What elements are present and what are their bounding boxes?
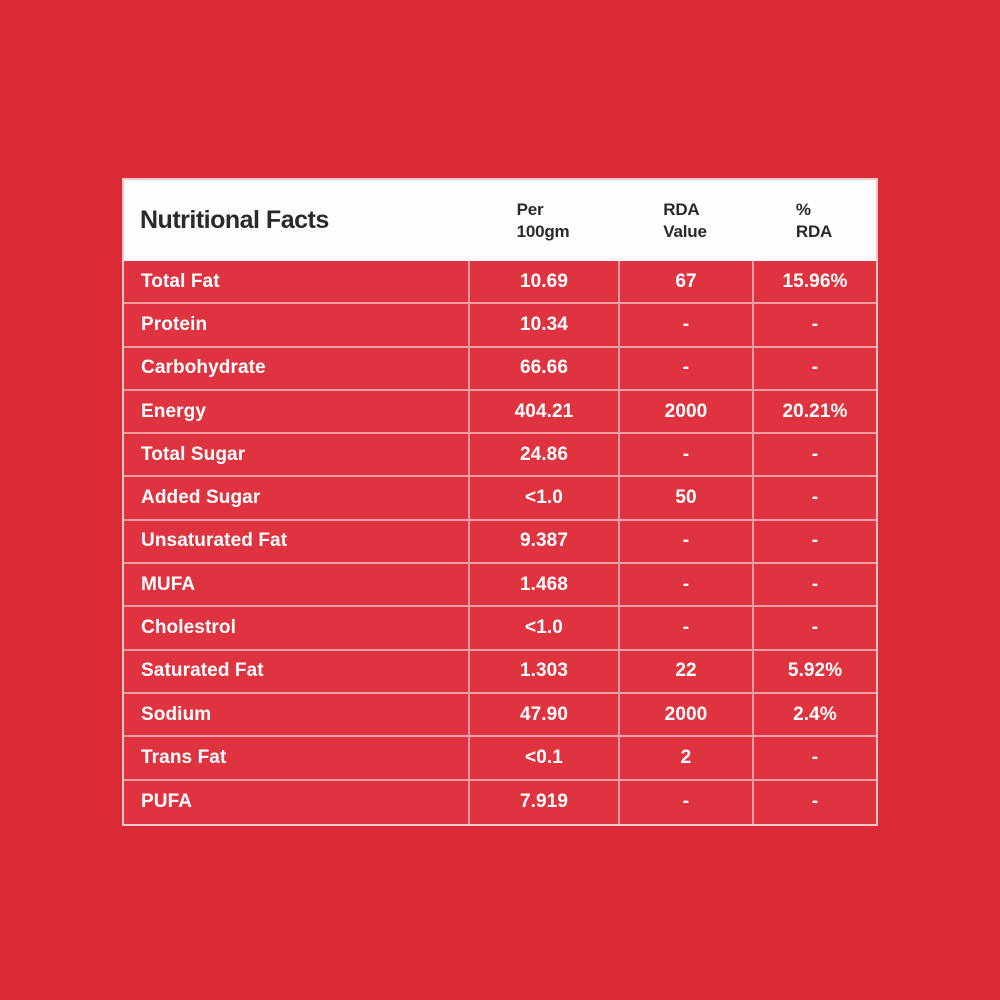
row-pct-rda: 20.21% bbox=[752, 391, 876, 432]
row-per-100gm: 404.21 bbox=[468, 391, 618, 432]
row-per-100gm: 24.86 bbox=[468, 434, 618, 475]
row-rda-value: 2000 bbox=[618, 694, 752, 735]
row-rda-value: 50 bbox=[618, 477, 752, 518]
nutritional-facts-table bbox=[122, 178, 878, 826]
row-pct-rda: - bbox=[752, 348, 876, 389]
table-row bbox=[124, 651, 876, 694]
row-rda-value: - bbox=[618, 521, 752, 562]
column-header-label: Per 100gm bbox=[516, 199, 570, 241]
row-label: Protein bbox=[141, 313, 208, 335]
row-per-100gm: 1.303 bbox=[468, 651, 618, 692]
table-row bbox=[124, 607, 876, 650]
row-pct-rda: 15.96% bbox=[752, 261, 876, 302]
table-title: Nutritional Facts bbox=[140, 206, 329, 234]
table-row bbox=[124, 694, 876, 737]
row-per-100gm: 7.919 bbox=[468, 781, 618, 824]
table-row bbox=[124, 348, 876, 391]
row-label: Added Sugar bbox=[141, 487, 261, 509]
column-header-label: % RDA bbox=[795, 199, 833, 241]
row-per-100gm: 47.90 bbox=[468, 694, 618, 735]
table-row bbox=[124, 304, 876, 347]
row-pct-rda: 5.92% bbox=[752, 651, 876, 692]
column-header-rda-value bbox=[618, 199, 752, 243]
row-pct-rda: - bbox=[752, 304, 876, 345]
row-pct-rda: - bbox=[752, 477, 876, 518]
row-label: Total Fat bbox=[141, 270, 220, 292]
row-label: Unsaturated Fat bbox=[141, 530, 288, 552]
row-pct-rda: - bbox=[752, 521, 876, 562]
row-label: Carbohydrate bbox=[141, 357, 266, 379]
row-rda-value: 2000 bbox=[618, 391, 752, 432]
row-pct-rda: - bbox=[752, 434, 876, 475]
row-rda-value: - bbox=[618, 304, 752, 345]
column-header-pct-rda bbox=[752, 199, 876, 243]
row-rda-value: 67 bbox=[618, 261, 752, 302]
row-rda-value: - bbox=[618, 607, 752, 648]
table-row bbox=[124, 477, 876, 520]
row-per-100gm: 10.69 bbox=[468, 261, 618, 302]
row-pct-rda: - bbox=[752, 781, 876, 824]
row-rda-value: - bbox=[618, 348, 752, 389]
row-label: Cholestrol bbox=[141, 617, 236, 639]
table-row bbox=[124, 434, 876, 477]
table-row bbox=[124, 521, 876, 564]
table-header-row bbox=[124, 180, 876, 261]
row-per-100gm: 9.387 bbox=[468, 521, 618, 562]
row-pct-rda: - bbox=[752, 564, 876, 605]
table-body bbox=[124, 261, 876, 824]
column-header-per-100gm bbox=[468, 199, 618, 243]
row-label: Trans Fat bbox=[141, 746, 227, 768]
table-row bbox=[124, 564, 876, 607]
table-row bbox=[124, 781, 876, 824]
row-label: MUFA bbox=[141, 573, 196, 595]
row-rda-value: 22 bbox=[618, 651, 752, 692]
table-row bbox=[124, 261, 876, 304]
row-rda-value: - bbox=[618, 564, 752, 605]
row-per-100gm: 1.468 bbox=[468, 564, 618, 605]
row-label: Total Sugar bbox=[141, 443, 246, 465]
row-per-100gm: <0.1 bbox=[468, 737, 618, 778]
row-rda-value: - bbox=[618, 781, 752, 824]
row-per-100gm: <1.0 bbox=[468, 607, 618, 648]
row-pct-rda: - bbox=[752, 737, 876, 778]
row-pct-rda: - bbox=[752, 607, 876, 648]
row-label: PUFA bbox=[141, 791, 193, 813]
table-row bbox=[124, 737, 876, 780]
row-label: Sodium bbox=[141, 703, 212, 725]
row-label: Energy bbox=[141, 400, 207, 422]
row-pct-rda: 2.4% bbox=[752, 694, 876, 735]
row-label: Saturated Fat bbox=[141, 660, 264, 682]
row-per-100gm: <1.0 bbox=[468, 477, 618, 518]
row-rda-value: - bbox=[618, 434, 752, 475]
row-per-100gm: 10.34 bbox=[468, 304, 618, 345]
row-rda-value: 2 bbox=[618, 737, 752, 778]
table-row bbox=[124, 391, 876, 434]
column-header-label: RDA Value bbox=[663, 199, 707, 241]
row-per-100gm: 66.66 bbox=[468, 348, 618, 389]
